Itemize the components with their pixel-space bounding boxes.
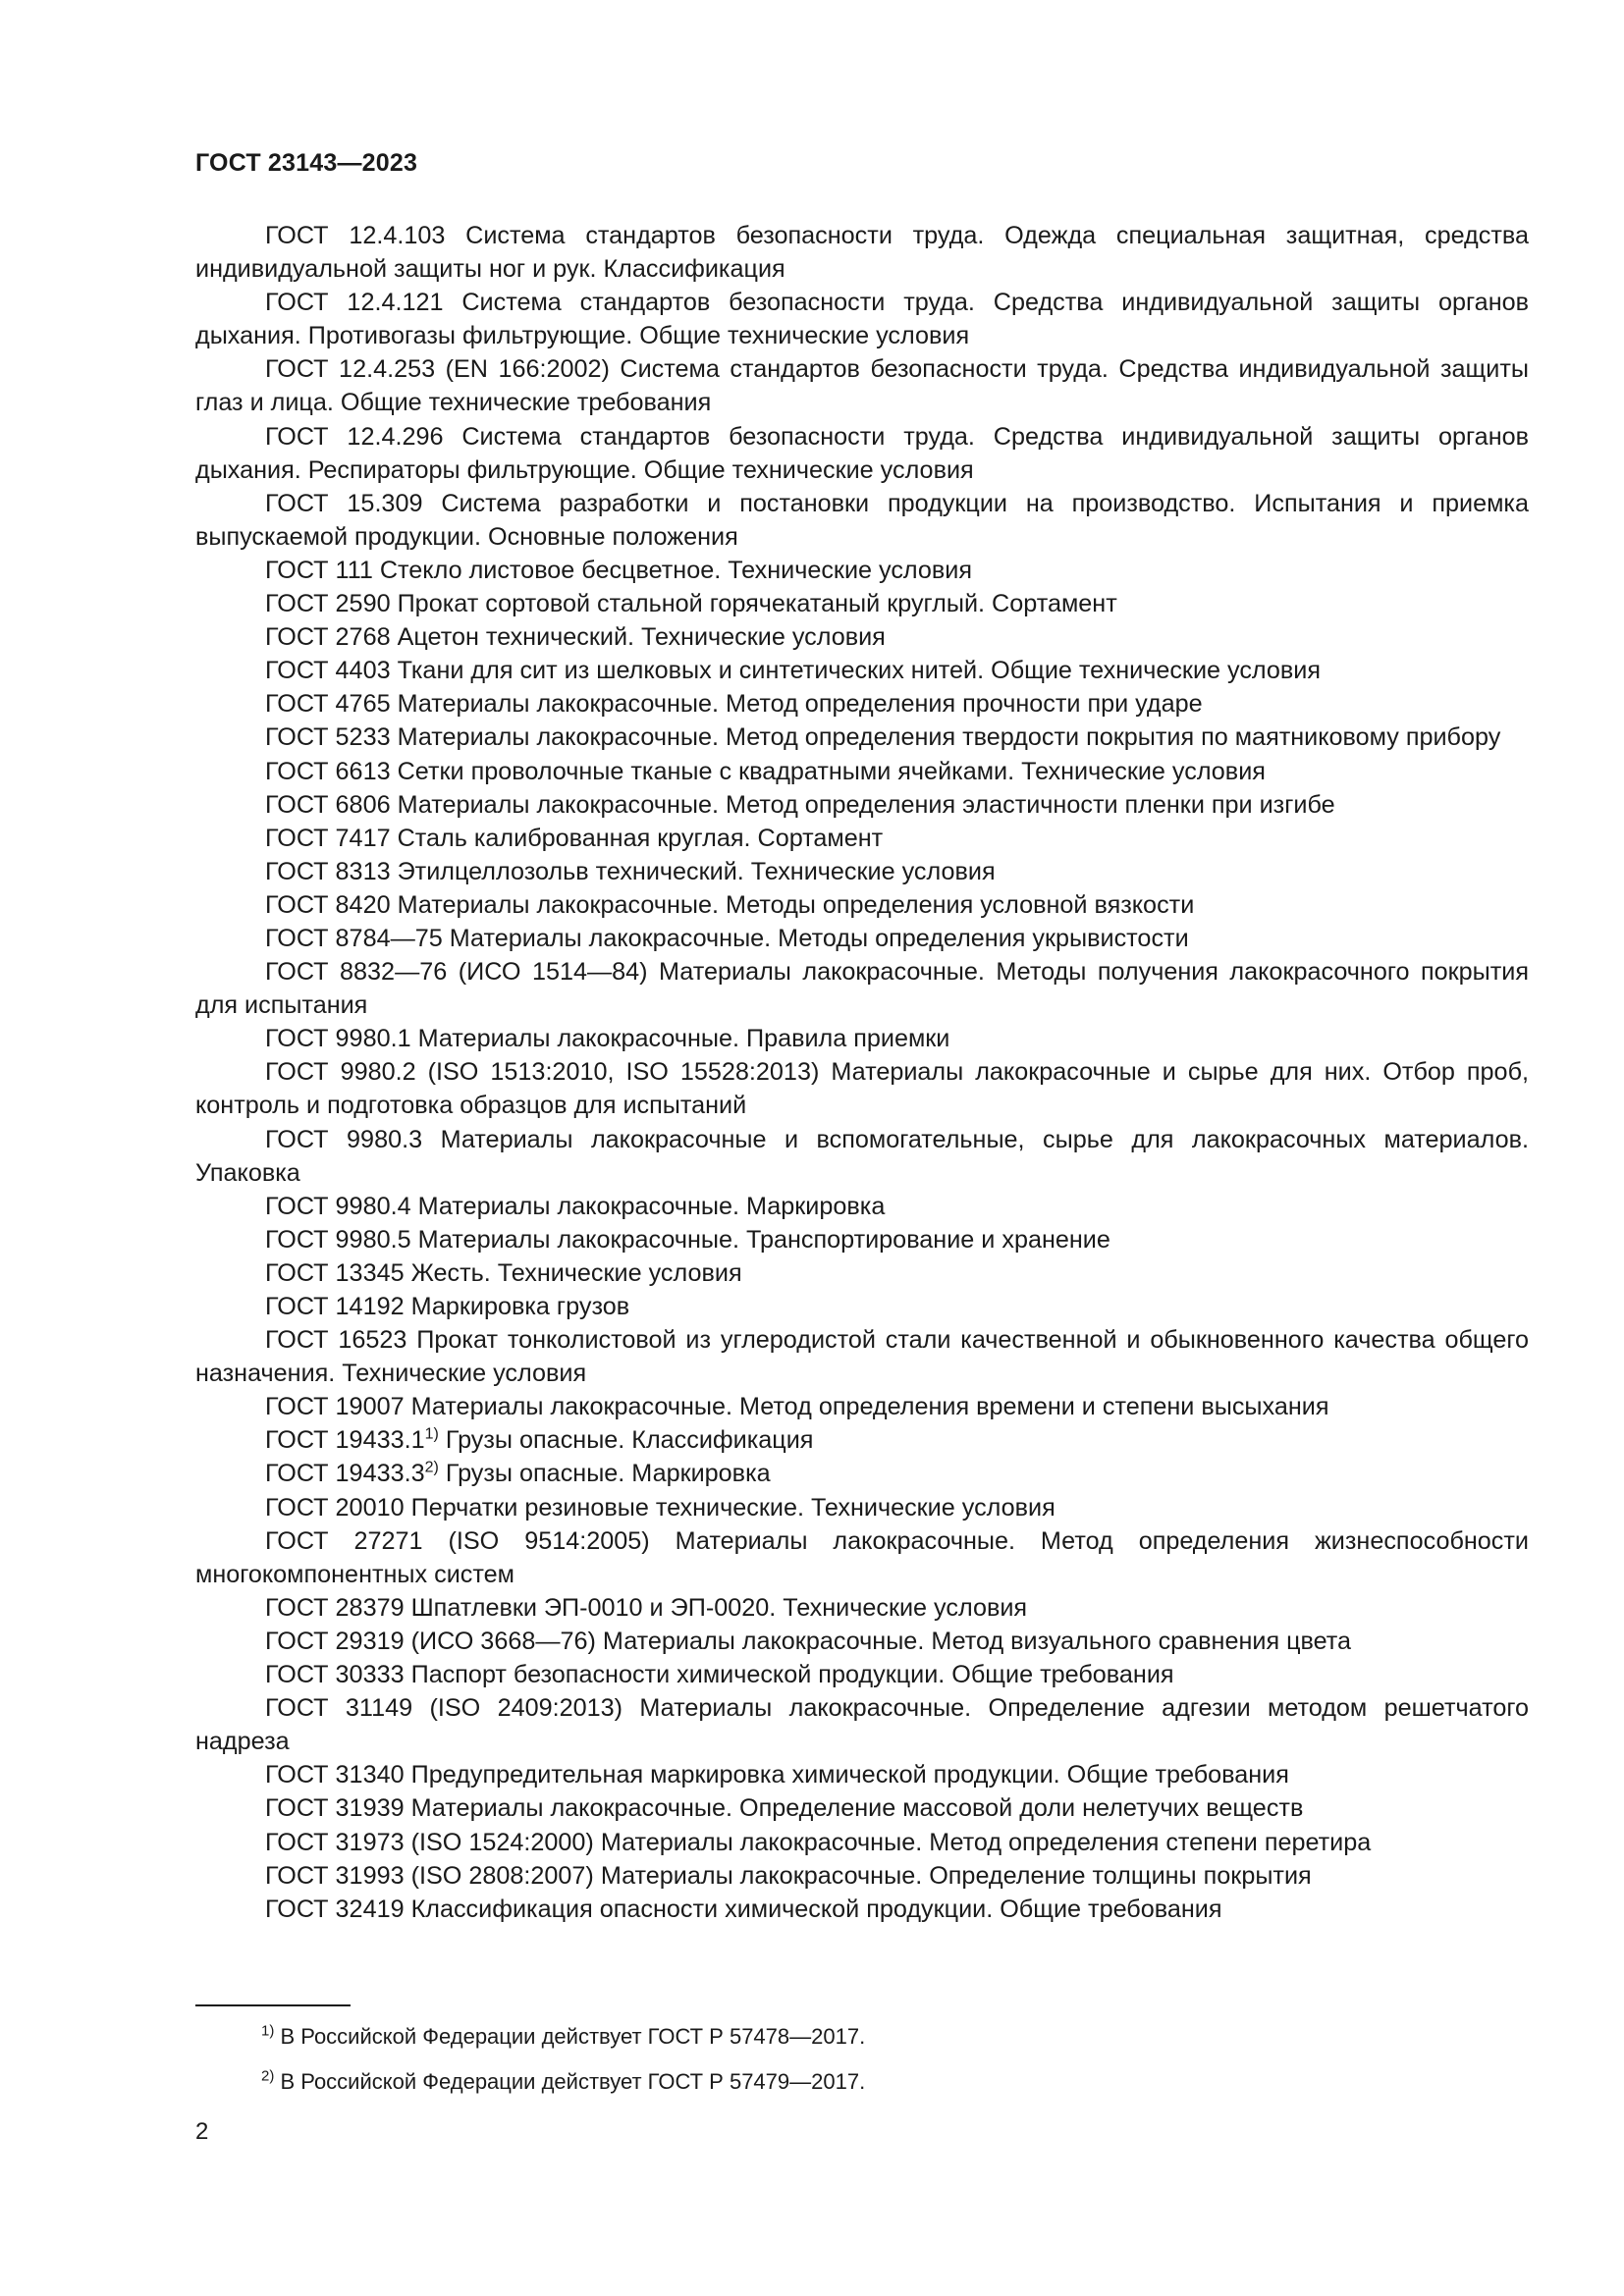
reference-item: ГОСТ 9980.1 Материалы лакокрасочные. Правила приемки [265, 1025, 950, 1053]
footnote-text: В Российской Федерации действует ГОСТ Р 57478—2017. [274, 2024, 866, 2049]
reference-code: ГОСТ 19433.1 [265, 1426, 425, 1455]
reference-item: ГОСТ 19007 Материалы лакокрасочные. Метод определения времени и степени высыхания [265, 1393, 1329, 1421]
reference-item: ГОСТ 111 Стекло листовое бесцветное. Технические условия [265, 556, 973, 584]
reference-item: ГОСТ 9980.5 Материалы лакокрасочные. Транспортирование и хранение [265, 1225, 1110, 1254]
footnote-separator [195, 2004, 351, 2006]
reference-item: ГОСТ 12.4.121 Система стандартов безопасности труда. Средства индивидуальной защиты органов дыхания. Противогазы фильтрующие. Общие технические условия [195, 289, 1529, 350]
reference-item: ГОСТ 6806 Материалы лакокрасочные. Метод определения эластичности пленки при изгибе [265, 790, 1335, 819]
reference-item: ГОСТ 31340 Предупредительная маркировка химической продукции. Общие требования [265, 1761, 1289, 1789]
reference-item: ГОСТ 31973 (ISO 1524:2000) Материалы лакокрасочные. Метод определения степени перетира [265, 1828, 1372, 1856]
reference-item-with-footnote [195, 1423, 1529, 1457]
reference-item: ГОСТ 8420 Материалы лакокрасочные. Методы определения условной вязкости [265, 890, 1195, 919]
reference-item: ГОСТ 15.309 Система разработки и постановки продукции на производство. Испытания и приемка выпускаемой продукции. Основные положения [195, 489, 1529, 551]
reference-item: ГОСТ 30333 Паспорт безопасности химической продукции. Общие требования [265, 1661, 1174, 1689]
reference-item: ГОСТ 27271 (ISO 9514:2005) Материалы лакокрасочные. Метод определения жизнеспособности многокомпонентных систем [195, 1526, 1529, 1588]
reference-item: ГОСТ 4765 Материалы лакокрасочные. Метод определения прочности при ударе [265, 690, 1203, 719]
reference-item: ГОСТ 14192 Маркировка грузов [265, 1293, 630, 1320]
reference-item: ГОСТ 9980.2 (ISO 1513:2010, ISO 15528:2013) Материалы лакокрасочные и сырье для них. Отбор проб, контроль и подготовка образцов для испытаний [195, 1058, 1529, 1120]
footnotes [261, 2014, 865, 2105]
footnote-marker: 1) [424, 1425, 439, 1443]
reference-item: ГОСТ 13345 Жесть. Технические условия [265, 1258, 742, 1287]
reference-item: ГОСТ 28379 Шпатлевки ЭП-0010 и ЭП-0020. Технические условия [265, 1593, 1028, 1622]
reference-item: ГОСТ 12.4.253 (EN 166:2002) Система стандартов безопасности труда. Средства индивидуальной защиты глаз и лица. Общие технические требования [195, 355, 1529, 417]
reference-item: ГОСТ 2590 Прокат сортовой стальной горячекатаный круглый. Сортамент [265, 590, 1117, 618]
footnote-mark: 2) [261, 2067, 275, 2085]
reference-item: ГОСТ 32419 Классификация опасности химической продукции. Общие требования [265, 1895, 1222, 1923]
reference-item: ГОСТ 31993 (ISO 2808:2007) Материалы лакокрасочные. Определение толщины покрытия [265, 1861, 1312, 1890]
reference-item: ГОСТ 31939 Материалы лакокрасочные. Определение массовой доли нелетучих веществ [265, 1794, 1304, 1823]
reference-item: ГОСТ 9980.4 Материалы лакокрасочные. Маркировка [265, 1192, 886, 1220]
reference-item: ГОСТ 20010 Перчатки резиновые технические. Технические условия [265, 1493, 1056, 1522]
reference-item: ГОСТ 8313 Этилцеллозольв технический. Технические условия [265, 857, 996, 885]
reference-title: Грузы опасные. Маркировка [438, 1460, 771, 1488]
reference-item: ГОСТ 2768 Ацетон технический. Технические условия [265, 623, 886, 652]
footnote-mark: 1) [261, 2022, 275, 2040]
reference-item: ГОСТ 7417 Сталь калиброванная круглая. Сортамент [265, 824, 884, 852]
reference-item: ГОСТ 12.4.296 Система стандартов безопасности труда. Средства индивидуальной защиты органов дыхания. Респираторы фильтрующие. Общие технические условия [195, 422, 1529, 484]
reference-item: ГОСТ 29319 (ИСО 3668—76) Материалы лакокрасочные. Метод визуального сравнения цвета [265, 1627, 1352, 1655]
reference-item: ГОСТ 16523 Прокат тонколистовой из углеродистой стали качественной и обыкновенного качества общего назначения. Технические условия [195, 1326, 1529, 1388]
reference-item: ГОСТ 6613 Сетки проволочные тканые с квадратными ячейками. Технические условия [265, 757, 1266, 785]
reference-item: ГОСТ 8784—75 Материалы лакокрасочные. Методы определения укрывистости [265, 924, 1189, 952]
reference-item-with-footnote [195, 1457, 1529, 1490]
reference-code: ГОСТ 19433.3 [265, 1460, 425, 1488]
reference-title: Грузы опасные. Классификация [438, 1426, 814, 1455]
reference-item: ГОСТ 31149 (ISO 2409:2013) Материалы лакокрасочные. Определение адгезии методом решетчатого надреза [195, 1694, 1529, 1756]
footnote-text: В Российской Федерации действует ГОСТ Р 57479—2017. [274, 2069, 866, 2094]
footnote-item [261, 2014, 865, 2059]
reference-item: ГОСТ 9980.3 Материалы лакокрасочные и вспомогательные, сырье для лакокрасочных материалов. Упаковка [195, 1125, 1529, 1187]
reference-item: ГОСТ 12.4.103 Система стандартов безопасности труда. Одежда специальная защитная, средства индивидуальной защиты ног и рук. Классификация [195, 222, 1529, 284]
normative-references-list [195, 219, 1529, 1926]
reference-item: ГОСТ 8832—76 (ИСО 1514—84) Материалы лакокрасочные. Методы получения лакокрасочного покрытия для испытания [195, 958, 1529, 1020]
reference-item: ГОСТ 4403 Ткани для сит из шелковых и синтетических нитей. Общие технические условия [265, 657, 1322, 685]
footnote-marker: 2) [424, 1460, 439, 1477]
page-number: 2 [195, 2118, 209, 2145]
footnote-item [261, 2059, 865, 2105]
reference-item: ГОСТ 5233 Материалы лакокрасочные. Метод определения твердости покрытия по маятниковому прибору [265, 723, 1501, 752]
page-header: ГОСТ 23143—2023 [195, 149, 418, 177]
